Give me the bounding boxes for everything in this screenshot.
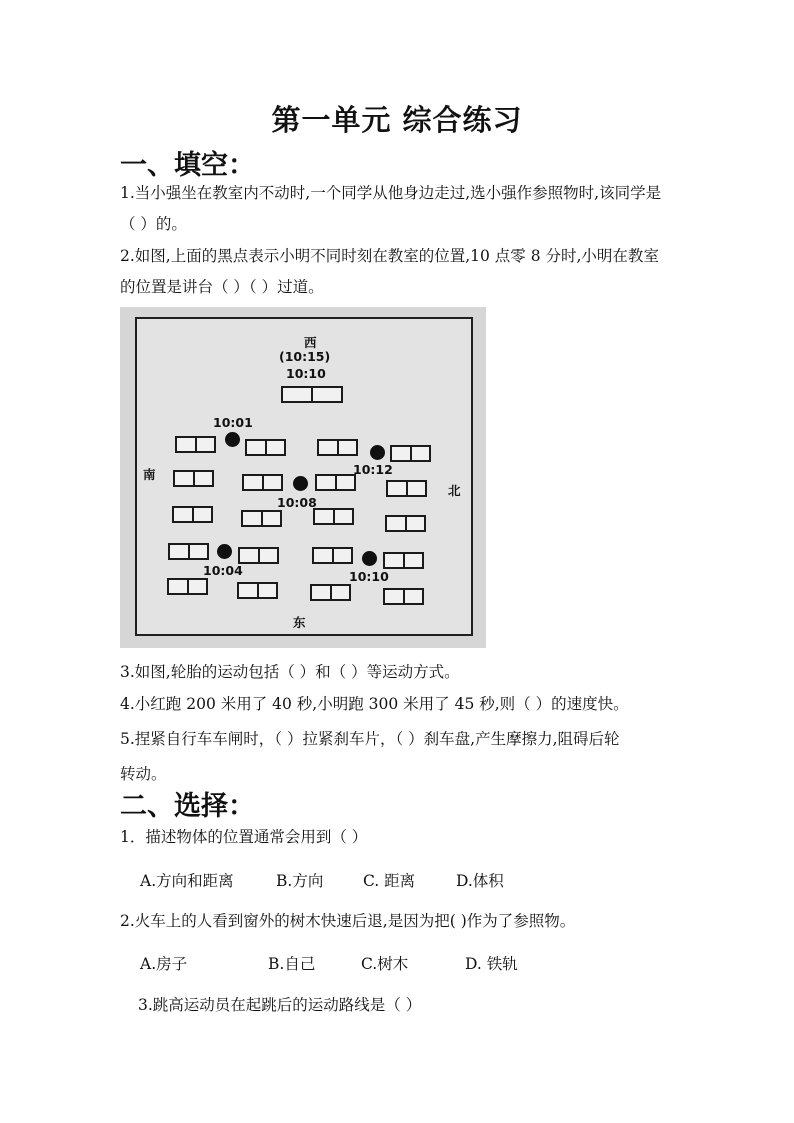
choice-question-1: 1．描述物体的位置通常会用到（ ） [120, 828, 368, 846]
direction-south-label: 南 [143, 467, 156, 482]
desk [312, 547, 353, 564]
desk [390, 445, 431, 462]
question-line: 2.如图,上面的黑点表示小明不同时刻在教室的位置,10 点零 8 分时,小明在教室 [120, 247, 659, 265]
question-line: 5.捏紧自行车车闸时，（ ）拉紧刹车片，（ ）刹车盘,产生摩擦力,阻碍后轮 [120, 730, 620, 748]
choice-question-3: 3.跳高运动员在起跳后的运动路线是（ ） [138, 996, 422, 1014]
time-label: 10:08 [277, 495, 317, 510]
desk [237, 582, 278, 599]
option-b: B.方向 [276, 872, 324, 890]
desk [317, 439, 358, 456]
option-d: D. 铁轨 [465, 955, 518, 973]
lectern-desk [281, 386, 343, 403]
option-b: B.自己 [268, 955, 316, 973]
option-c: C.树木 [361, 955, 409, 973]
desk [238, 547, 279, 564]
time-label: 10:10 [349, 569, 389, 584]
option-d: D.体积 [456, 872, 504, 890]
direction-east-label: 东 [293, 615, 306, 630]
option-c: C. 距离 [363, 872, 416, 890]
time-label: 10:10 [286, 366, 326, 381]
direction-west-label: 西 [304, 335, 317, 350]
position-dot [293, 476, 308, 491]
position-dot [370, 445, 385, 460]
desk [385, 515, 426, 532]
desk [242, 474, 283, 491]
desk [383, 588, 424, 605]
question-line: 4.小红跑 200 米用了 40 秒,小明跑 300 米用了 45 秒,则（ ）的速度快。 [120, 695, 629, 713]
section-choice-heading: 二、选择： [120, 791, 255, 822]
desk [383, 552, 424, 569]
question-line: 1.当小强坐在教室内不动时,一个同学从他身边走过,选小强作参照物时,该同学是 [120, 184, 662, 202]
position-dot [217, 544, 232, 559]
direction-north-label: 北 [448, 483, 461, 498]
time-label: 10:01 [213, 415, 253, 430]
position-dot [225, 432, 240, 447]
option-a: A.房子 [140, 955, 188, 973]
question-line: 的位置是讲台（ ）（ ）过道。 [120, 278, 324, 296]
desk [167, 578, 208, 595]
desk [168, 543, 209, 560]
time-label: (10:15) [279, 349, 331, 364]
time-label: 10:12 [353, 462, 393, 477]
option-a: A.方向和距离 [140, 872, 234, 890]
desk [241, 510, 282, 527]
classroom-seating-figure [120, 307, 486, 648]
desk [310, 584, 351, 601]
desk [386, 480, 427, 497]
desk [172, 506, 213, 523]
question-line: 3.如图,轮胎的运动包括（ ）和（ ）等运动方式。 [120, 663, 460, 681]
question-line: （ ）的。 [120, 215, 187, 233]
classroom-frame [135, 317, 473, 636]
desk [315, 474, 356, 491]
page-title: 第一单元 综合练习 [271, 103, 523, 137]
position-dot [362, 551, 377, 566]
desk [175, 436, 216, 453]
time-label: 10:04 [203, 563, 243, 578]
desk [245, 439, 286, 456]
desk [313, 508, 354, 525]
question-line: 转动。 [120, 765, 167, 783]
choice-question-2: 2.火车上的人看到窗外的树木快速后退,是因为把( )作为了参照物。 [120, 912, 576, 930]
section-fill-blank-heading: 一、填空： [120, 150, 255, 181]
desk [173, 470, 214, 487]
